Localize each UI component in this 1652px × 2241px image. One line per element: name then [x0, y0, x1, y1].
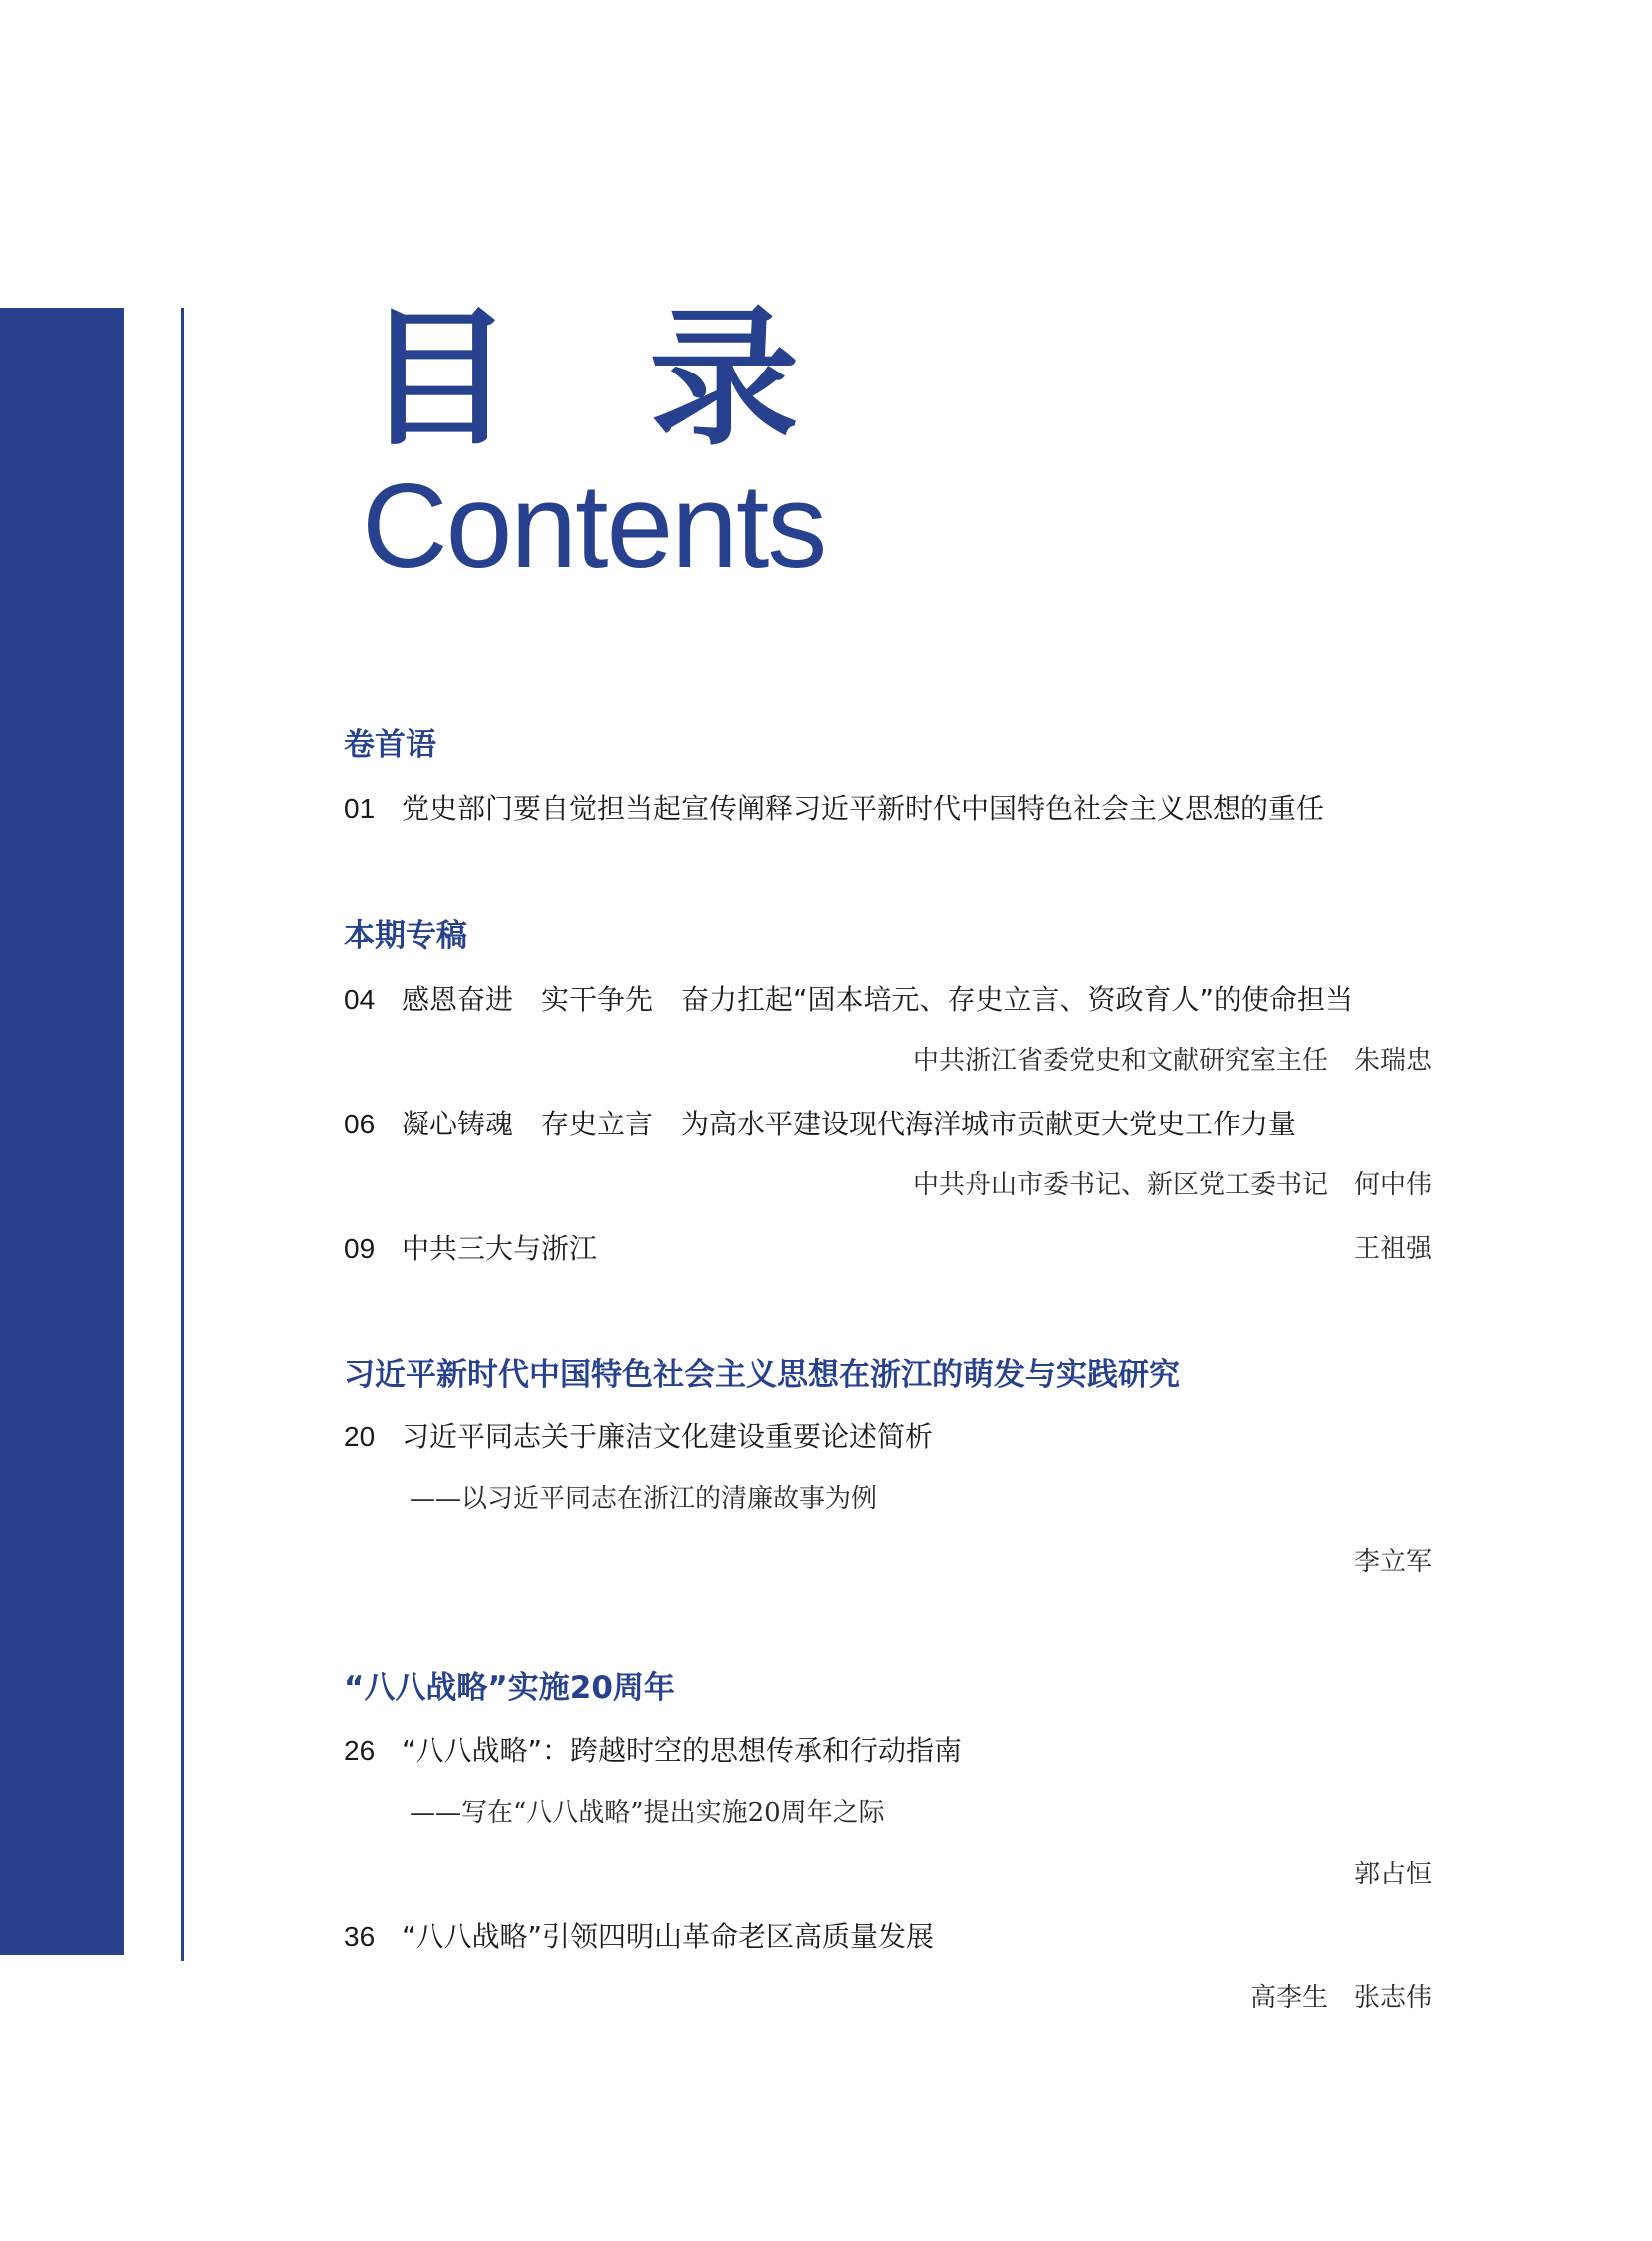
- toc-entry-20[interactable]: [344, 1418, 933, 1456]
- toc-entry-04[interactable]: [344, 981, 1353, 1019]
- article-author: 高李生 张志伟: [1249, 1983, 1432, 2013]
- left-decorative-bar: [0, 308, 124, 1955]
- page-title-chinese: 目 录: [364, 293, 842, 466]
- article-title: 习近平同志关于廉洁文化建设重要论述简析: [402, 1420, 934, 1453]
- article-author: 中共浙江省委党史和文献研究室主任 朱瑞忠: [912, 1046, 1432, 1076]
- article-subtitle: ——以习近平同志在浙江的清廉故事为例: [410, 1484, 878, 1514]
- page-title-english: Contents: [362, 459, 826, 593]
- toc-entry-09[interactable]: [344, 1230, 597, 1268]
- toc-entry-26[interactable]: [344, 1732, 962, 1770]
- article-author: 郭占恒: [1353, 1860, 1432, 1889]
- vertical-divider-line: [181, 308, 184, 1961]
- section-title-juanshouyu: 卷首语: [344, 727, 436, 763]
- article-author: 中共舟山市委书记、新区党工委书记 何中伟: [912, 1170, 1432, 1200]
- article-author: 李立军: [1353, 1547, 1432, 1577]
- page-number: 06: [344, 1109, 376, 1139]
- article-subtitle: ——写在“八八战略”提出实施20周年之际: [410, 1798, 885, 1828]
- toc-entry-36[interactable]: [344, 1918, 934, 1956]
- toc-entry-06[interactable]: [344, 1106, 1296, 1143]
- page-number: 09: [344, 1233, 376, 1264]
- toc-entry-01[interactable]: [344, 790, 1324, 828]
- article-title: 党史部门要自觉担当起宣传阐释习近平新时代中国特色社会主义思想的重任: [402, 792, 1325, 825]
- page-number: 20: [344, 1421, 376, 1452]
- article-author: 王祖强: [1353, 1234, 1432, 1264]
- article-title: 感恩奋进 实干争先 奋力扛起“固本培元、存史立言、资政育人”的使命担当: [402, 983, 1354, 1016]
- article-title: “八八战略”：跨越时空的思想传承和行动指南: [402, 1734, 963, 1767]
- table-of-contents: [344, 0, 1432, 2241]
- page-number: 26: [344, 1735, 376, 1766]
- section-title-xi-thought-research: 习近平新时代中国特色社会主义思想在浙江的萌发与实践研究: [344, 1357, 1180, 1393]
- section-title-baba-strategy: “八八战略”实施20周年: [344, 1670, 675, 1706]
- page-number: 36: [344, 1921, 376, 1952]
- section-title-benqi-zhuangao: 本期专稿: [344, 918, 467, 954]
- article-title: 中共三大与浙江: [402, 1232, 598, 1265]
- page-number: 01: [344, 793, 376, 824]
- article-title: “八八战略”引领四明山革命老区高质量发展: [402, 1920, 935, 1953]
- article-title: 凝心铸魂 存史立言 为高水平建设现代海洋城市贡献更大党史工作力量: [402, 1108, 1297, 1140]
- page-number: 04: [344, 984, 376, 1015]
